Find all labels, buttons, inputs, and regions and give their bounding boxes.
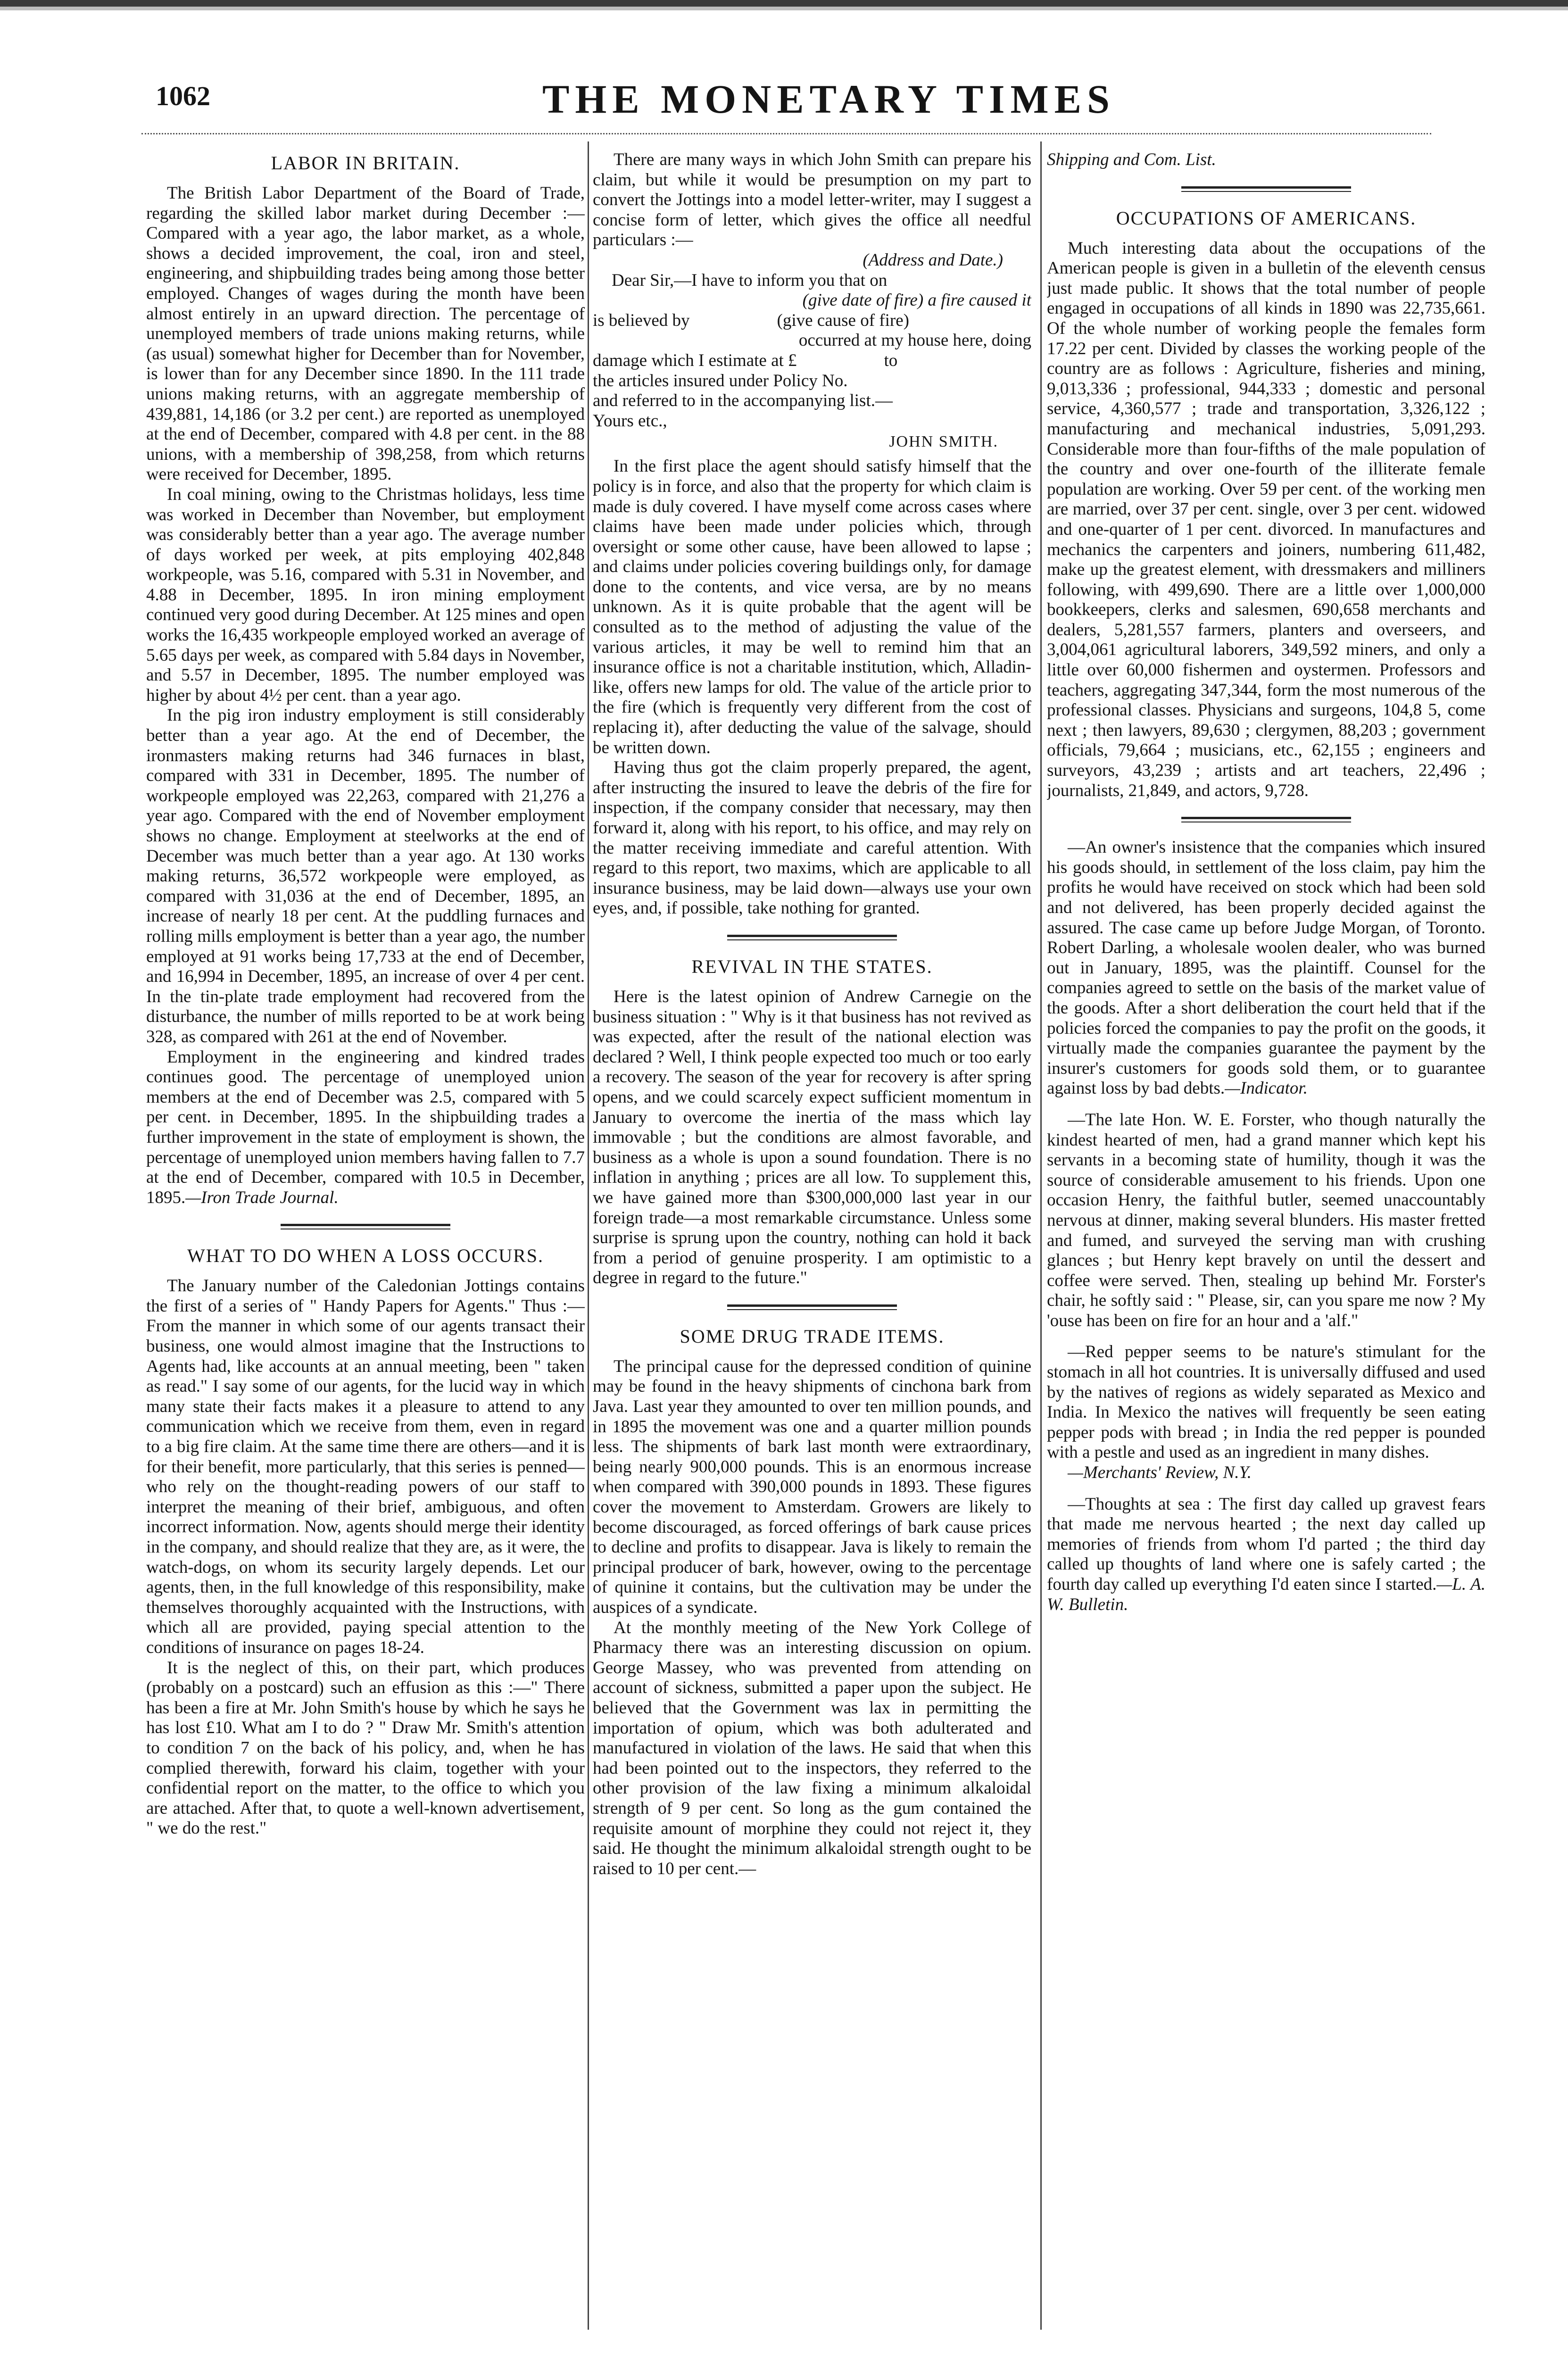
article-title-revival: REVIVAL IN THE STATES.	[691, 955, 933, 977]
masthead-title: THE MONETARY TIMES	[542, 76, 1115, 122]
news-item	[1047, 838, 1485, 1099]
scan-top-edge	[0, 0, 1568, 7]
letter-signature: JOHN SMITH.	[889, 433, 998, 451]
paragraph-text: Employment in the engineering and kindred trades continues good. The percentage of unemployed union members at the end of December was 2.5, compared with 5 per cent. in December, 1895. In the shipbuilding trades a further improvement in the state of employment is shown, the percentage of unemployed union members having fallen to 7.7 at the end of December, compared with 10.5 in December, 1895.	[146, 1047, 585, 1207]
letter-line: Dear Sir,—I have to inform you that on	[612, 270, 888, 290]
article-title-occupations: OCCUPATIONS OF AMERICANS.	[1116, 207, 1417, 229]
section-separator	[727, 1303, 897, 1315]
column-right	[1047, 150, 1485, 2358]
news-item: —Red pepper seems to be nature's stimulant for the stomach in all hot countries. It is universally diffused and used by the natives of regions as widely separated as Mexico and India. In Mexico the natives will frequently be seen eating pepper pods with bread ; in India the red pepper is pounded with a pestle and used as an ingredient in many dishes.	[1047, 1342, 1485, 1462]
section-separator	[1181, 815, 1351, 827]
column-middle	[593, 150, 1031, 2358]
letter-line: and referred to in the accompanying list.—	[593, 391, 893, 411]
letter-line: Yours etc.,	[593, 411, 667, 431]
item-source: —Indicator.	[1225, 1079, 1308, 1098]
item-source: —L. A. W. Bulletin.	[1047, 1575, 1485, 1614]
article-title-loss: WHAT TO DO WHEN A LOSS OCCURS.	[187, 1245, 544, 1267]
item-source-line	[1047, 1463, 1485, 1483]
article-source: Shipping and Com. List.	[1047, 150, 1216, 169]
article-paragraph: In the pig iron industry employment is still considerably better than a year ago. At the end of December, the ironmasters making returns had 346 furnaces in blast, compared with 331 in December, 1895. The number of workpeople employed was 22,263, compared with 21,276 a year ago. Compared with the end of November employment shows no change. Employment at steelworks at the end of December was much better than a year ago. At 130 works making returns, 36,572 workpeople were employed, as compared with 31,036 at the end of December, 1895, an increase of nearly 18 per cent. At the puddling furnaces and rolling mills employment is better than a year ago, the number employed at 91 works being 17,733 at the end of December, and 16,994 in December, 1895, an increase of over 4 per cent. In the tin-plate trade employment had recovered from the disturbance, the number of mills reported to be at work being 328, as compared with 261 at the end of November.	[146, 706, 585, 1046]
model-letter	[593, 250, 1031, 451]
article-paragraph: Much interesting data about the occupations of the American people is given in a bulletin of the eleventh census just made public. It shows that the total number of people engaged in occupations of all kinds in 1890 was 22,735,661. Of the whole number of working people the females form 17.22 per cent. Divided by classes the working people of the country are as follows : Agriculture, fisheries and mining, 9,013,336 ; professional, 944,333 ; domestic and personal service, 4,360,577 ; trade and transportation, 3,326,122 ; manufacturing and mechanical industries, 5,091,293. Considerable more than four-fifths of the male population of the country and over one-fourth of the illiterate female population are working. Over 59 per cent. of the working men are married, over 37 per cent. single, over 3 per cent. widowed and one-quarter of 1 per cent. divorced. In manufactures and mechanics the carpenters and joiners, numbering 611,482, make up the greatest element, with dressmakers and milliners following, with 499,690. There are a little over 1,000,000 bookkeepers, clerks and salesmen, 690,658 merchants and dealers, 5,281,557 farmers, planters and overseers, and 3,004,061 agricultural laborers, 349,592 miners, and only a little over 60,000 fishermen and oystermen. Professors and teachers, aggregating 347,344, form the most numerous of the professional classes. Physicians and surgeons, 104,8 5, come next ; then lawyers, 89,630 ; clergymen, 88,203 ; government officials, 79,664 ; musicians, etc., 62,155 ; engineers and surveyors, 43,239 ; artists and art teachers, 22,496 ; journalists, 21,849, and actors, 9,728.	[1047, 238, 1485, 800]
section-separator	[727, 933, 897, 945]
letter-line: (give date of fire) a fire caused it	[802, 291, 1031, 310]
article-paragraph: There are many ways in which John Smith can prepare his claim, but while it would be presumption on my part to convert the Jottings into a model letter-writer, may I suggest a concise form of letter, which gives the office all needful particulars :—	[593, 150, 1031, 250]
article-paragraph: The January number of the Caledonian Jottings contains the first of a series of " Handy Papers for Agents." Thus :—From the manner in which some of our agents transact their business, one would almost imagine that the Instructions to Agents had, like accounts at an annual meeting, been " taken as read." I say some of our agents, for the lucid way in which many state their facts makes it a pleasure to attend to any communication which we receive from them, even in regard to a big fire claim. At the same time there are others—and it is for their benefit, more particularly, that this series is penned—who rely on the thought-reading powers of our staff to interpret the meaning of their brief, ambiguous, and often incorrect information. Now, agents should merge their identity in the company, and should realize that they are, as it were, the watch-dogs, on whom its security largely depends. Let our agents, then, in the full knowledge of this responsibility, make themselves thoroughly acquainted with the Instructions, with which all are provided, paying special attention to the conditions of insurance on pages 18-24.	[146, 1276, 585, 1657]
column-divider	[588, 141, 589, 2330]
article-paragraph: Here is the latest opinion of Andrew Carnegie on the business situation : " Why is it that business has not revived as was expected, after the result of the national election was declared ? Well, I think people expected too much or too early a recovery. The season of the year for recovery is after spring opens, and we could scarcely expect sufficient momentum in January to overcome the inertia of the mass which lay immovable ; but the conditions are almost favorable, and business as a whole is upon a sound foundation. There is no inflation in anything ; prices are all low. To supplement this, we have gained more than $300,000,000 last year in our foreign trade—a most remarkable circumstance. Unless some surprise is sprung upon the country, nothing can hold it back from a period of genuine prosperity. I am optimistic to a degree in regard to the future."	[593, 987, 1031, 1288]
letter-line: is believed by (give cause of fire)	[593, 310, 909, 330]
letter-line: the articles insured under Policy No.	[593, 371, 848, 390]
letter-line: damage which I estimate at £ to	[593, 350, 898, 370]
news-item	[1047, 1495, 1485, 1615]
scan-top-shadow	[0, 7, 1568, 10]
column-left	[146, 141, 585, 2358]
letter-line: occurred at my house here, doing	[798, 331, 1031, 350]
letter-address: (Address and Date.)	[863, 250, 1003, 270]
news-item: —The late Hon. W. E. Forster, who though naturally the kindest hearted of men, had a grand manner which kept his servants in a becoming state of humility, though it was the source of considerable amusement to his friends. Upon one occasion Henry, the faithful butler, seemed unaccountably nervous at dinner, making several blunders. His master fretted and fumed, and surveyed the serving man with crushing glances ; but Henry kept bravely on until the dessert and coffee were served. Then, stealing up behind Mr. Forster's chair, he softly said : " Please, sir, can you spare me now ? My 'ouse has been on fire for an hour and a 'alf."	[1047, 1110, 1485, 1330]
article-paragraph: At the monthly meeting of the New York College of Pharmacy there was an interesting discussion on opium. George Massey, who was prevented from attending on account of sickness, submitted a paper upon the subject. He believed that the Government was lax in permitting the importation of opium, which was both adulterated and manufactured in violation of the laws. He said that when this had been pointed out to the inspectors, they referred to the other provision of the law fixing a minimum alkaloidal strength of 9 per cent. So long as the gum contained the requisite amount of morphine they could not reject it, they said. He thought the minimum alkaloidal strength ought to be raised to 10 per cent.—	[593, 1618, 1031, 1878]
article-paragraph: It is the neglect of this, on their part, which produces (probably on a postcard) such an effusion as this :—" There has been a fire at Mr. John Smith's house by which he says he has lost £10. What am I to do ? " Draw Mr. Smith's attention to condition 7 on the back of his policy, and, when he has complied therewith, forward his claim, together with your confidential report on the matter, to the office to which you are attached. After that, to quote a well-known advertisement, " we do the rest."	[146, 1658, 585, 1838]
article-paragraph: The principal cause for the depressed condition of quinine may be found in the heavy shipments of cinchona bark from Java. Last year they amounted to over ten million pounds, and in 1895 the movement was one and a quarter million pounds less. The shipments of bark last month were extraordinary, being nearly 900,000 pounds. This is an enormous increase when compared with 390,000 pounds in 1893. These figures cover the movement to Amsterdam. Growers are likely to become discouraged, as forced offerings of bark cause prices to decline and profits to disappear. Java is likely to remain the principal producer of bark, however, owing to the percentage of quinine it contains, but the cultivation may be under the auspices of a syndicate.	[593, 1356, 1031, 1617]
article-paragraph: Having thus got the claim properly prepared, the agent, after instructing the insured to leave the debris of the fire for inspection, if the company consider that necessary, may then forward it, along with his report, to his office, and may rely on the matter receiving immediate and careful attention. With regard to this report, two maxims, which are applicable to all insurance business, may be laid down—always use your own eyes, and, if possible, take nothing for granted.	[593, 758, 1031, 918]
article-paragraph: In the first place the agent should satisfy himself that the policy is in force, and also that the property for which claim is made is duly covered. I have myself come across cases where claims have been made under policies which, through oversight or some other cause, have been allowed to lapse ; and claims under policies covering buildings only, for damage done to the contents, and vice versa, are by no means unknown. As it is quite probable that the agent will be consulted as to the method of adjusting the value of the various articles, it may be well to remind him that an insurance office is not a charitable institution, which, Alladin-like, offers new lamps for old. The value of the article prior to the fire (which is frequently very different from the cost of replacing it), after deducting the value of the salvage, should be written down.	[593, 457, 1031, 757]
column-divider	[1040, 141, 1042, 2330]
article-paragraph	[146, 1047, 585, 1208]
page-header	[156, 75, 1429, 132]
article-paragraph: In coal mining, owing to the Christmas holidays, less time was worked in December than November, but employment was considerably better than a year ago. The average number of days worked per week, at pits employing 402,848 workpeople, was 5.16, compared with 5.31 in November, and 4.88 in December, 1895. In iron mining employment continued very good during December. At 125 mines and open works the 16,435 workpeople employed worked an average of 5.65 days per week, as compared with 5.84 days in November, and 5.57 in December, 1895. The number employed was higher by about 4½ per cent. than a year ago.	[146, 484, 585, 705]
paragraph-text: —Thoughts at sea : The first day called up gravest fears that made me nervous hearted ; the next day called up memories of friends from whom I'd parted ; the third day called up thoughts of land where one is safely carted ; the fourth day called up everything I'd eaten since I started.	[1047, 1494, 1485, 1594]
section-separator	[1181, 184, 1351, 197]
article-title-labor: LABOR IN BRITAIN.	[271, 152, 460, 174]
page-number: 1062	[156, 81, 210, 111]
header-rule	[141, 133, 1431, 136]
item-source: —Merchants' Review, N.Y.	[1068, 1463, 1252, 1483]
article-title-drug: SOME DRUG TRADE ITEMS.	[680, 1325, 945, 1347]
paragraph-text: —An owner's insistence that the companies which insured his goods should, in settlement of the loss claim, pay him the profits he would have received on stock which had been sold and not delivered, has been properly decided against the assured. The case came up before Judge Morgan, of Toronto. Robert Darling, a wholesale woolen dealer, who was burned out in January, 1895, was the plaintiff. Counsel for the companies agreed to settle on the basis of the market value of the goods. After a short deliberation the court held that if the policies forced the companies to pay the profit on the goods, it virtually made the companies guarantee the payment by the insurer's customers for goods sold them, or to guarantee against loss by bad debts.	[1047, 838, 1485, 1098]
article-paragraph: The British Labor Department of the Board of Trade, regarding the skilled labor market during December :—Compared with a year ago, the labor market, as a whole, shows a decided improvement, the coal, iron and steel, engineering, and shipbuilding trades being among those better employed. Changes of wages during the month have been almost entirely in an upward direction. The percentage of unemployed members of trade unions making returns, while (as usual) somewhat higher for December than for November, is lower than for any December since 1890. In the 111 trade unions making returns, with an aggregate membership of 439,881, 14,186 (or 3.2 per cent.) are reported as unemployed at the end of December, compared with 4.8 per cent. in the 88 unions, with a membership of 398,258, from which returns were received for December, 1895.	[146, 183, 585, 484]
article-source-line	[1047, 150, 1485, 170]
article-source: —Iron Trade Journal.	[185, 1187, 339, 1207]
section-separator	[281, 1222, 450, 1234]
